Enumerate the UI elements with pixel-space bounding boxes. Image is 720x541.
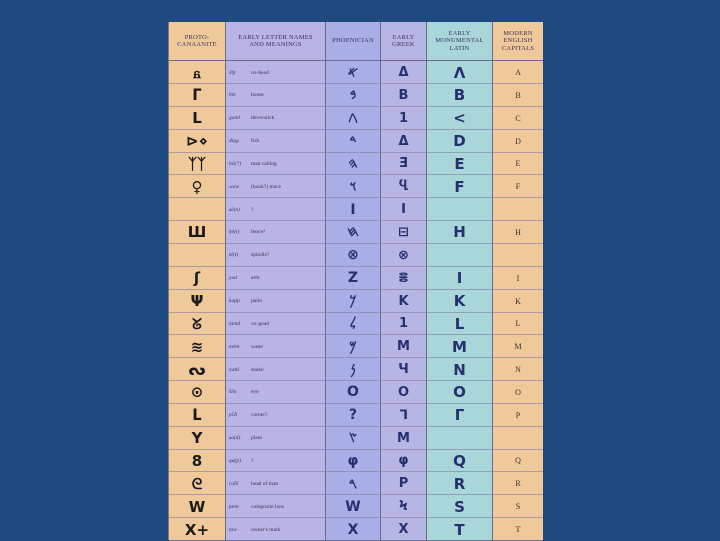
letter-name-cell: [229, 267, 323, 290]
proto-canaanite-sign: ᘓ: [191, 474, 203, 493]
letter-name-cell: [229, 404, 323, 427]
letter-meaning: corner?: [251, 412, 268, 419]
table-row: [169, 84, 543, 107]
letter-name-cell: [229, 335, 323, 358]
table-row: [169, 61, 543, 84]
letter-name: ḥê(t): [229, 229, 240, 236]
letter-meaning: fence?: [251, 229, 266, 236]
early-greek-letter: Ϟ: [398, 499, 409, 515]
modern-english-capital: [493, 427, 543, 450]
letter-meaning: head of man: [251, 480, 279, 487]
proto-canaanite-sign: ʃ: [193, 269, 201, 288]
modern-english-capital: P: [515, 410, 521, 420]
letter-name: yad: [229, 275, 237, 282]
early-greek-letter: I: [401, 202, 406, 218]
modern-english-capital: E: [515, 159, 521, 169]
early-latin-letter: H: [453, 223, 466, 242]
letter-name-cell: [229, 152, 323, 175]
letter-name: lamd: [229, 320, 240, 327]
early-greek-letter: 1: [398, 110, 409, 126]
phoenician-letter: O: [347, 384, 359, 401]
table-row: [169, 198, 543, 221]
early-greek-letter: 1: [398, 316, 409, 332]
modern-english-capital: C: [515, 113, 521, 123]
early-greek-letter: B: [398, 87, 409, 103]
modern-english-capital: A: [515, 68, 521, 77]
phoenician-letter: 𐤋: [349, 315, 357, 332]
early-latin-letter: O: [453, 383, 466, 402]
modern-english-capital: O: [515, 387, 521, 397]
early-latin-letter: L: [454, 314, 465, 333]
early-latin-letter: Λ: [453, 63, 466, 82]
letter-name: gaml: [229, 115, 240, 122]
early-latin-letter: B: [453, 86, 466, 105]
letter-meaning: palm: [251, 298, 262, 304]
early-greek-letter: ⊗: [398, 247, 409, 263]
table-row: [169, 404, 543, 427]
early-greek-letter: M: [397, 339, 410, 355]
modern-english-capital: I: [516, 273, 520, 283]
letter-name-cell: [229, 130, 323, 153]
letter-name-cell: [229, 495, 323, 518]
early-latin-letter: N: [453, 360, 466, 379]
letter-meaning: man calling: [251, 160, 277, 167]
early-greek-letter: ⊟: [398, 224, 409, 240]
letter-name: bêt: [229, 92, 236, 99]
table-row: [169, 244, 543, 267]
early-greek-letter: Δ: [398, 65, 409, 80]
table-row: [169, 427, 543, 450]
table-row: [169, 472, 543, 495]
proto-canaanite-sign: ♀: [191, 177, 203, 196]
letter-name-cell: [229, 244, 323, 267]
modern-english-capital: D: [515, 136, 521, 146]
header-early-latin: EARLY MONUMENTAL LATIN: [435, 29, 484, 52]
early-latin-letter: [427, 427, 492, 450]
modern-english-capital: N: [515, 365, 521, 375]
letter-name-cell: [229, 381, 323, 404]
letter-name-cell: [229, 175, 323, 198]
phoenician-letter: ⊗: [347, 247, 359, 264]
table-row: [169, 290, 543, 313]
letter-name: mêm: [229, 343, 240, 350]
phoenician-letter: 𐤓: [348, 475, 358, 492]
modern-english-capital: M: [514, 342, 522, 352]
header-phoenician: PHOENICIAN: [332, 37, 374, 45]
letter-meaning: plant: [251, 435, 262, 442]
early-latin-letter: D: [453, 132, 466, 151]
early-latin-letter: [427, 198, 492, 221]
early-latin-letter: S: [454, 497, 465, 516]
proto-canaanite-sign: ᔓ: [188, 360, 206, 379]
letter-meaning: arm: [251, 275, 260, 282]
letter-meaning: snake: [251, 366, 264, 373]
letter-name-cell: [229, 84, 323, 107]
modern-english-capital: F: [515, 182, 521, 192]
letter-meaning: eye: [251, 389, 259, 396]
early-greek-letter: M: [397, 430, 410, 446]
modern-english-capital: K: [515, 296, 521, 306]
early-greek-letter: ⴻ: [398, 270, 409, 286]
letter-meaning: house: [251, 92, 264, 99]
letter-name-cell: [229, 198, 323, 221]
phoenician-letter: 𐤊: [349, 293, 357, 309]
letter-meaning: spindle?: [251, 252, 270, 259]
letter-meaning: ox-goad: [251, 320, 270, 327]
phoenician-letter: 𐤃: [349, 133, 357, 150]
early-greek-letter: K: [398, 293, 409, 309]
proto-canaanite-sign: Y: [191, 429, 203, 448]
modern-english-capital: L: [515, 319, 521, 329]
letter-meaning: fish: [251, 138, 260, 145]
letter-name-cell: [229, 358, 323, 381]
proto-canaanite-sign: [169, 198, 225, 221]
modern-english-capital: S: [515, 502, 521, 512]
proto-canaanite-sign: ⊳⋄: [186, 132, 208, 151]
letter-name: zê(n): [229, 206, 240, 213]
phoenician-letter: 𐤁: [349, 87, 357, 104]
phoenician-letter: 𐤇: [347, 224, 359, 241]
table-row: [169, 175, 543, 198]
table-row: [169, 495, 543, 518]
letter-meaning: composite bow: [251, 503, 285, 510]
table-row: [169, 312, 543, 335]
early-latin-letter: F: [454, 177, 465, 196]
phoenician-letter: W: [345, 498, 361, 515]
letter-name: taw: [229, 526, 237, 533]
early-latin-letter: Γ: [454, 406, 465, 425]
early-latin-letter: R: [453, 474, 466, 493]
letter-name-cell: [229, 427, 323, 450]
early-greek-letter: φ: [398, 453, 409, 469]
early-latin-letter: Q: [453, 451, 466, 470]
early-latin-letter: [427, 244, 492, 267]
header-modern-english: MODERN ENGLISH CAPITALS: [501, 29, 535, 52]
early-latin-letter: K: [453, 292, 466, 310]
early-greek-letter: P: [398, 476, 409, 492]
phoenician-letter: X: [347, 521, 359, 538]
letter-name-cell: [229, 449, 323, 472]
letter-name-cell: [229, 107, 323, 130]
table-row: [169, 221, 543, 244]
letter-name: raʔš: [229, 480, 239, 487]
proto-canaanite-sign: ᒪ: [192, 406, 202, 425]
letter-name: ṭê(t): [229, 252, 239, 259]
letter-name-cell: [229, 518, 323, 541]
table-row: [169, 267, 543, 290]
letter-meaning: (hook?) mace: [251, 183, 282, 190]
proto-canaanite-sign: ᘜ: [192, 314, 202, 333]
phoenician-letter: ?: [348, 407, 358, 424]
letter-name-cell: [229, 312, 323, 335]
proto-canaanite-sign: ⊙: [190, 383, 204, 402]
phoenician-letter: 𐤑: [348, 430, 358, 447]
table-row: [169, 152, 543, 175]
early-greek-letter: Ч: [398, 362, 409, 378]
modern-english-capital: Q: [515, 456, 521, 466]
modern-english-capital: [493, 244, 543, 267]
phoenician-letter: 𐤂: [348, 110, 358, 127]
letter-meaning: ox-head: [251, 69, 269, 76]
letter-name: waw: [229, 183, 240, 190]
table-row: [169, 130, 543, 153]
proto-canaanite-sign: ᏺ: [193, 63, 201, 82]
letter-name: hô(?): [229, 160, 241, 167]
proto-canaanite-sign: ᒥ: [192, 86, 202, 105]
phoenician-letter: 𐤅: [349, 178, 357, 195]
table-row: [169, 449, 543, 472]
letter-name: nahš: [229, 366, 240, 373]
letter-name: kapp: [229, 298, 240, 304]
alphabet-table: [168, 22, 543, 540]
proto-canaanite-sign: 8: [191, 451, 203, 470]
phoenician-letter: Z: [347, 270, 359, 287]
proto-canaanite-sign: [169, 244, 225, 267]
table-row: [169, 107, 543, 130]
table-row: [169, 358, 543, 381]
phoenician-letter: 𐤌: [349, 338, 357, 355]
modern-english-capital: [493, 198, 543, 221]
letter-name: qu(p): [229, 457, 241, 464]
early-latin-letter: <: [453, 109, 466, 128]
table-row: [169, 335, 543, 358]
header-proto-canaanite: PROTO- CANAANITE: [177, 33, 217, 48]
proto-canaanite-sign: Ψ: [190, 292, 204, 310]
phoenician-letter: φ: [347, 452, 359, 469]
proto-canaanite-sign: Ш: [187, 223, 207, 242]
phoenician-letter: 𐤄: [348, 155, 358, 172]
phoenician-letter: 𐤀: [347, 64, 359, 81]
table-row: [169, 518, 543, 541]
early-latin-letter: M: [452, 337, 467, 356]
phoenician-letter: I: [350, 201, 356, 218]
proto-canaanite-sign: L: [192, 109, 202, 128]
table-row: [169, 381, 543, 404]
early-greek-letter: X: [398, 522, 409, 537]
proto-canaanite-sign: ≋: [190, 337, 204, 356]
letter-name: ʕên: [229, 389, 237, 396]
letter-name: ṯann: [229, 503, 239, 510]
letter-name-cell: [229, 472, 323, 495]
early-latin-letter: T: [454, 520, 465, 539]
early-greek-letter: Ⴁ: [398, 179, 409, 195]
modern-english-capital: B: [515, 90, 521, 100]
proto-canaanite-sign: ᛉᛉ: [187, 154, 206, 173]
letter-meaning: throwstick: [251, 115, 275, 122]
letter-name-cell: [229, 61, 323, 84]
early-greek-letter: Δ: [398, 133, 409, 149]
phoenician-letter: 𐤍: [350, 361, 356, 378]
proto-canaanite-sign: W: [188, 497, 206, 516]
letter-meaning: ?: [251, 457, 254, 464]
modern-english-capital: T: [515, 525, 521, 534]
letter-name: ʔlp: [229, 69, 236, 76]
letter-name: piʔt: [229, 412, 238, 419]
header-letter-names: EARLY LETTER NAMES AND MEANINGS: [238, 33, 313, 48]
early-latin-letter: E: [454, 154, 465, 173]
early-greek-letter: Ǝ: [399, 156, 408, 172]
letter-name-cell: [229, 290, 323, 313]
early-greek-letter: O: [397, 384, 410, 400]
proto-canaanite-sign: X+: [184, 520, 210, 539]
letter-name: ṣa(d): [229, 435, 241, 442]
letter-meaning: ?: [251, 206, 254, 213]
modern-english-capital: H: [515, 227, 521, 237]
early-latin-letter: I: [456, 269, 463, 288]
letter-meaning: owner's mark: [251, 526, 281, 533]
modern-english-capital: R: [515, 479, 521, 489]
letter-name: digg: [229, 138, 239, 145]
letter-name-cell: [229, 221, 323, 244]
header-early-greek: EARLY GREEK: [392, 33, 415, 48]
letter-meaning: water: [251, 343, 264, 350]
early-greek-letter: ⅂: [399, 407, 408, 423]
